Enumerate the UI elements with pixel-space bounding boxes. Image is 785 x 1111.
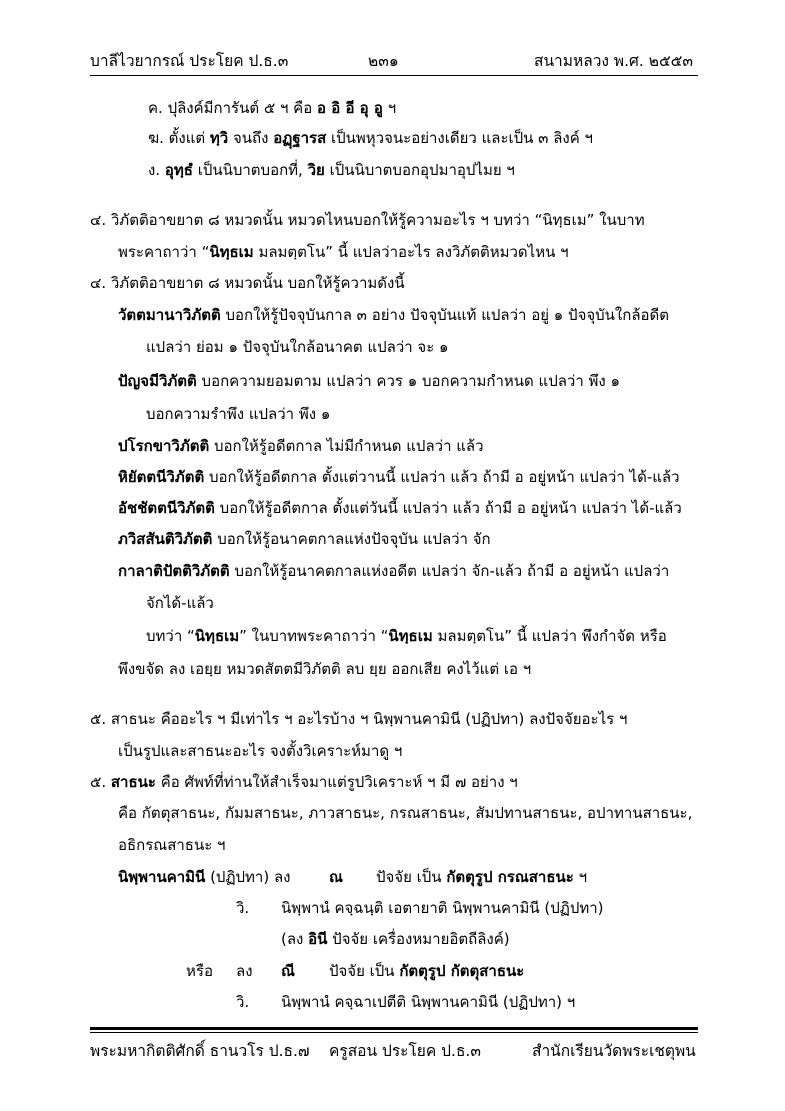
derivation-row5-text: นิพฺพานํ คจฺฉาเปตีติ นิพฺพานคามินี (ปฏิปทา) ฯ bbox=[281, 993, 576, 1011]
derivation-row4-rest: ปัจจัย เป็น กัตตุรูป กัตตุสาธนะ bbox=[329, 962, 525, 980]
answer-5-line3: อธิกรณสาธนะ ฯ bbox=[118, 836, 226, 854]
derivation-row1-word: นิพฺพานคามินี (ปฏิปทา) ลง bbox=[118, 868, 291, 886]
question-4-line1: ๔. วิภัตติอาขยาต ๘ หมวดนั้น หมวดไหนบอกให้รู้ความอะไร ฯ บทว่า “นิทฺธเม” ในบาท bbox=[90, 211, 645, 229]
derivation-row2-text: นิพฺพานํ คจฺฉนฺติ เอตายาติ นิพฺพานคามินี (ปฏิปทา) bbox=[281, 899, 604, 917]
explain-line1: บทว่า “นิทฺธเม” ในบาทพระคาถาว่า “นิทฺธเม มลมตฺตโน” นี้ แปลว่า พึงกำจัด หรือ bbox=[146, 627, 667, 645]
item-ng: ง. อุทฺธํ เป็นนิบาตบอกที่, วิย เป็นนิบาตบอกอุปมาอุปไมย ฯ bbox=[148, 161, 515, 179]
vattamana-line: วัตตมานาวิภัตติ บอกให้รู้ปัจจุบันกาล ๓ อย่าง ปัจจุบันแท้ แปลว่า อยู่ ๑ ปัจจุบันใกล้อดีต bbox=[118, 306, 670, 324]
derivation-row1-suffix: ณ bbox=[329, 868, 343, 886]
question-5-line2: เป็นรูปและสาธนะอะไร จงตั้งวิเคราะห์มาดู ฯ bbox=[118, 742, 403, 760]
pancami-cont: บอกความรำพึง แปลว่า พึง ๑ bbox=[146, 405, 331, 423]
header-rule bbox=[90, 75, 698, 76]
answer-4-intro: ๔. วิภัตติอาขยาต ๘ หมวดนั้น บอกให้รู้ความดังนี้ bbox=[90, 274, 405, 292]
pancami-line: ปัญจมีวิภัตติ บอกความยอมตาม แปลว่า ควร ๑ บอกความกำหนด แปลว่า พึง ๑ bbox=[118, 372, 621, 390]
page-number: ๒๓๑ bbox=[368, 52, 399, 70]
header-right: สนามหลวง พ.ศ. ๒๕๕๓ bbox=[534, 52, 694, 70]
item-kh: ฆ. ตั้งแต่ ทฺวิ จนถึง อฏฺฐารส เป็นพหุวจนะอย่างเดียว และเป็น ๓ ลิงค์ ฯ bbox=[148, 129, 593, 147]
item-c: ค. ปุลิงค์มีการันต์ ๕ ฯ คือ อ อิ อี อุ อู ฯ bbox=[148, 99, 397, 117]
bhavissanti-line: ภวิสสันติวิภัตติ บอกให้รู้อนาคตกาลแห่งปัจจุบัน แปลว่า จัก bbox=[118, 530, 491, 548]
footer-rule-thin bbox=[90, 1032, 698, 1033]
footer-right: สำนักเรียนวัดพระเชตุพน bbox=[532, 1042, 696, 1060]
vattamana-cont: แปลว่า ย่อม ๑ ปัจจุบันใกล้อนาคต แปลว่า จะ ๑ bbox=[146, 338, 449, 356]
derivation-row5-label: วิ. bbox=[236, 993, 250, 1011]
kalatipatti-line: กาลาติปัตติวิภัตติ บอกให้รู้อนาคตกาลแห่งอดีต แปลว่า จัก-แล้ว ถ้ามี อ อยู่หน้า แปลว่า bbox=[118, 562, 670, 580]
ajjatani-line: อัชชัตตนีวิภัตติ บอกให้รู้อดีตกาล ตั้งแต่วันนี้ แปลว่า แล้ว ถ้ามี อ อยู่หน้า แปลว่า ได้-แล้ว bbox=[118, 499, 682, 517]
derivation-row4-suffix: ณี bbox=[281, 962, 295, 980]
footer-left: พระมหากิตติศักดิ์ ธานวโร ป.ธ.๗ bbox=[90, 1042, 310, 1060]
derivation-row2-label: วิ. bbox=[236, 899, 250, 917]
header-left: บาลีไวยากรณ์ ประโยค ป.ธ.๓ bbox=[90, 52, 289, 70]
kalatipatti-cont: จักได้-แล้ว bbox=[146, 594, 214, 612]
derivation-row3: (ลง อินี ปัจจัย เครื่องหมายอิตถีลิงค์) bbox=[281, 930, 510, 948]
derivation-row1-rest: ปัจจัย เป็น กัตตุรูป กรณสาธนะ ฯ bbox=[376, 868, 587, 886]
question-5-line1: ๕. สาธนะ คืออะไร ฯ มีเท่าไร ฯ อะไรบ้าง ฯ นิพฺพานคามินี (ปฏิปทา) ลงปัจจัยอะไร ฯ bbox=[90, 710, 628, 728]
answer-5-line2: คือ กัตตุสาธนะ, กัมมสาธนะ, ภาวสาธนะ, กรณสาธนะ, สัมปทานสาธนะ, อปาทานสาธนะ, bbox=[118, 804, 693, 822]
footer-rule-thick bbox=[90, 1027, 698, 1030]
hiyattani-line: หิยัตตนีวิภัตติ บอกให้รู้อดีตกาล ตั้งแต่วานนี้ แปลว่า แล้ว ถ้ามี อ อยู่หน้า แปลว่า ได้-แล้ว bbox=[118, 468, 680, 486]
footer-center: ครูสอน ประโยค ป.ธ.๓ bbox=[329, 1042, 481, 1060]
derivation-row4-label2: ลง bbox=[236, 962, 253, 980]
question-4-line2: พระคาถาว่า “นิทฺธเม มลมตฺตโน” นี้ แปลว่าอะไร ลงวิภัตติหมวดไหน ฯ bbox=[118, 243, 569, 261]
derivation-row4-label1: หรือ bbox=[186, 962, 213, 980]
explain-line2: พึงขจัด ลง เอยฺย หมวดสัตตมีวิภัตติ ลบ ยฺย ออกเสีย คงไว้แต่ เอ ฯ bbox=[118, 660, 532, 678]
answer-5-line1: ๕. สาธนะ คือ ศัพท์ที่ท่านให้สำเร็จมาแต่รูปวิเคราะห์ ฯ มี ๗ อย่าง ฯ bbox=[90, 773, 518, 791]
parokkha-line: ปโรกขาวิภัตติ บอกให้รู้อดีตกาล ไม่มีกำหนด แปลว่า แล้ว bbox=[118, 437, 484, 455]
